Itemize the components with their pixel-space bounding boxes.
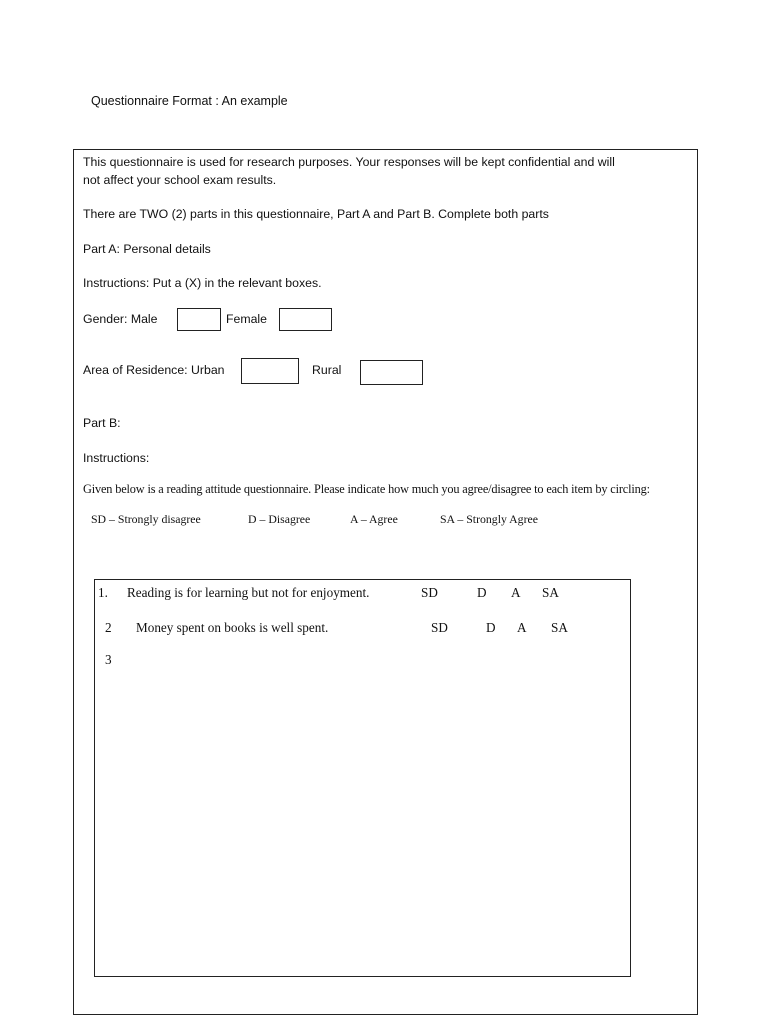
part-b-instructions: Instructions: (83, 451, 150, 465)
intro-line-2: not affect your school exam results. (83, 173, 277, 187)
scale-sd: SD – Strongly disagree (91, 512, 201, 526)
gender-female-label: Female (226, 312, 268, 326)
item-2-option-d[interactable]: D (486, 620, 496, 635)
residence-rural-label: Rural (312, 363, 342, 377)
item-3-number: 3 (105, 652, 112, 667)
scale-sa: SA – Strongly Agree (440, 512, 538, 526)
item-1-number: 1. (98, 585, 108, 600)
item-2-number: 2 (105, 620, 112, 635)
part-a-instructions: Instructions: Put a (X) in the relevant boxes. (83, 276, 322, 290)
item-2-text: Money spent on books is well spent. (136, 620, 329, 635)
item-2-option-sd[interactable]: SD (431, 620, 448, 635)
item-2-option-a[interactable]: A (517, 620, 527, 635)
item-1-option-a[interactable]: A (511, 585, 521, 600)
part-a-heading: Part A: Personal details (83, 242, 211, 256)
parts-note: There are TWO (2) parts in this questionnaire, Part A and Part B. Complete both parts (83, 207, 549, 221)
item-1-text: Reading is for learning but not for enjoyment. (127, 585, 370, 600)
residence-urban-label: Area of Residence: Urban (83, 363, 225, 377)
item-2-option-sa[interactable]: SA (551, 620, 568, 635)
scale-d: D – Disagree (248, 512, 311, 526)
items-frame (94, 579, 631, 977)
item-1-option-d[interactable]: D (477, 585, 487, 600)
part-b-heading: Part B: (83, 416, 121, 430)
male-checkbox[interactable] (177, 308, 221, 331)
item-1-option-sa[interactable]: SA (542, 585, 559, 600)
intro-line-1: This questionnaire is used for research purposes. Your responses will be kept confidential and will (83, 155, 615, 169)
scale-a: A – Agree (350, 512, 398, 526)
page-title: Questionnaire Format : An example (91, 94, 288, 108)
rural-checkbox[interactable] (360, 360, 423, 385)
item-1-option-sd[interactable]: SD (421, 585, 438, 600)
urban-checkbox[interactable] (241, 358, 299, 384)
given-below-text: Given below is a reading attitude questionnaire. Please indicate how much you agree/disagree to each item by circling: (83, 482, 650, 496)
gender-male-label: Gender: Male (83, 312, 158, 326)
female-checkbox[interactable] (279, 308, 332, 331)
